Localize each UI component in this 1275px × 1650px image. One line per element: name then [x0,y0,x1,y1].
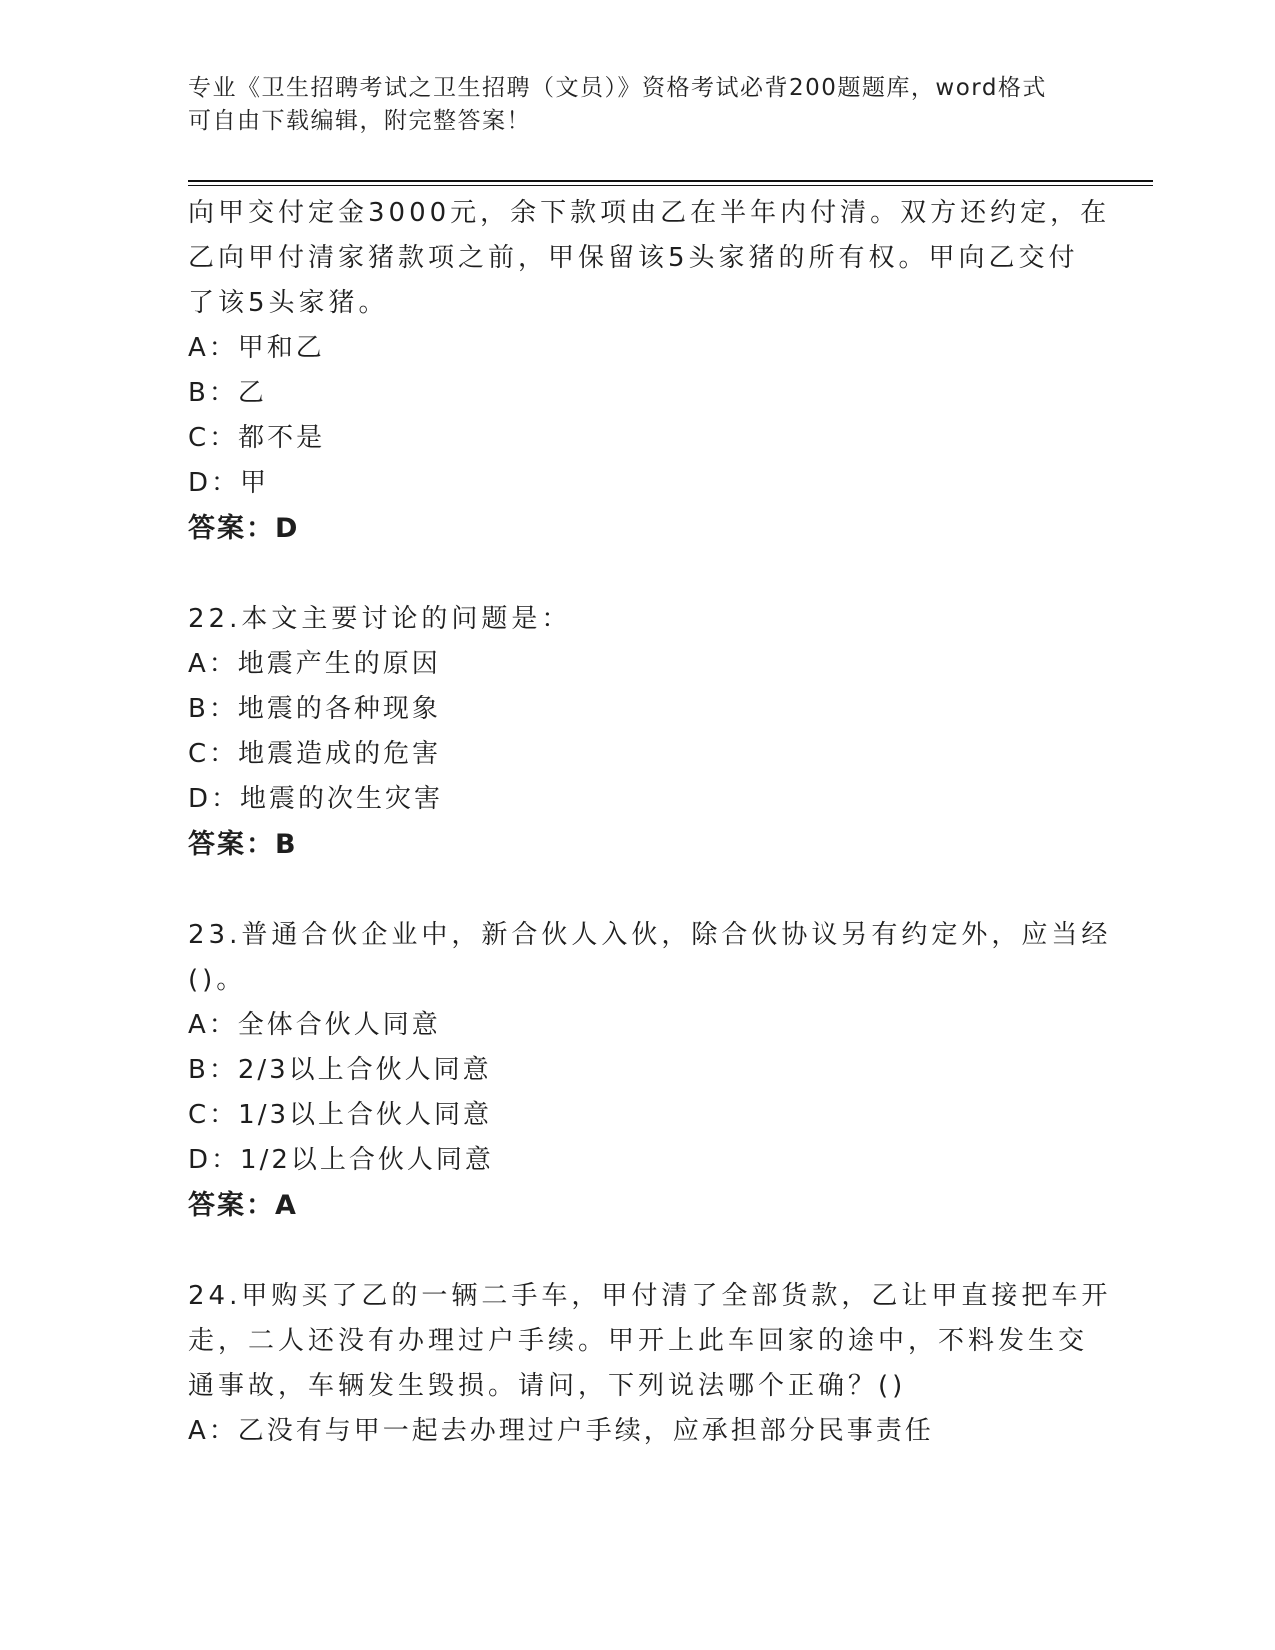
option-d: D：1/2以上合伙人同意 [188,1145,494,1175]
option-c: C：都不是 [188,423,326,453]
option-a: A：全体合伙人同意 [188,1010,441,1040]
question-list [188,191,1112,1454]
header-line-2: 可自由下载编辑，附完整答案！ [188,108,531,134]
answer: 答案：A [188,1190,298,1221]
question-stem-line: 向甲交付定金3000元，余下款项由乙在半年内付清。双方还约定，在 [188,198,1111,228]
question-24 [188,1274,1112,1454]
question-stem-line: 乙向甲付清家猪款项之前，甲保留该5头家猪的所有权。甲向乙交付 [188,243,1079,273]
spacer [188,867,1088,913]
option-d: D：甲 [188,468,270,498]
question-stem-line: 24.甲购买了乙的一辆二手车，甲付清了全部货款，乙让甲直接把车开 [188,1281,1112,1311]
option-b: B：地震的各种现象 [188,694,441,724]
header-rule-thick [188,180,1153,182]
option-a: A：乙没有与甲一起去办理过户手续，应承担部分民事责任 [188,1416,934,1446]
spacer [188,1228,1088,1274]
question-stem-line: 通事故，车辆发生毁损。请问，下列说法哪个正确？() [188,1371,907,1401]
spacer [188,551,1088,597]
question-stem-line: ()。 [188,965,247,995]
question-stem-line: 了该5头家猪。 [188,288,389,318]
question-22 [188,597,1088,867]
question-stem-line: 走，二人还没有办理过户手续。甲开上此车回家的途中，不料发生交 [188,1326,1089,1356]
option-b: B：乙 [188,378,267,408]
option-d: D：地震的次生灾害 [188,784,444,814]
question-21 [188,191,1111,551]
option-c: C：1/3以上合伙人同意 [188,1100,492,1130]
option-c: C：地震造成的危害 [188,739,442,769]
answer: 答案：D [188,513,300,544]
header-rule-thin [188,185,1153,186]
header-line-1: 专业《卫生招聘考试之卫生招聘（文员）》资格考试必背200题题库，word格式 [188,75,1047,101]
option-b: B：2/3以上合伙人同意 [188,1055,492,1085]
question-stem-line: 22.本文主要讨论的问题是： [188,604,572,634]
page-header [188,72,1088,138]
answer: 答案：B [188,829,298,860]
option-a: A：甲和乙 [188,333,325,363]
option-a: A：地震产生的原因 [188,649,441,679]
question-stem-line: 23.普通合伙企业中，新合伙人入伙，除合伙协议另有约定外，应当经 [188,920,1112,950]
question-23 [188,913,1112,1228]
